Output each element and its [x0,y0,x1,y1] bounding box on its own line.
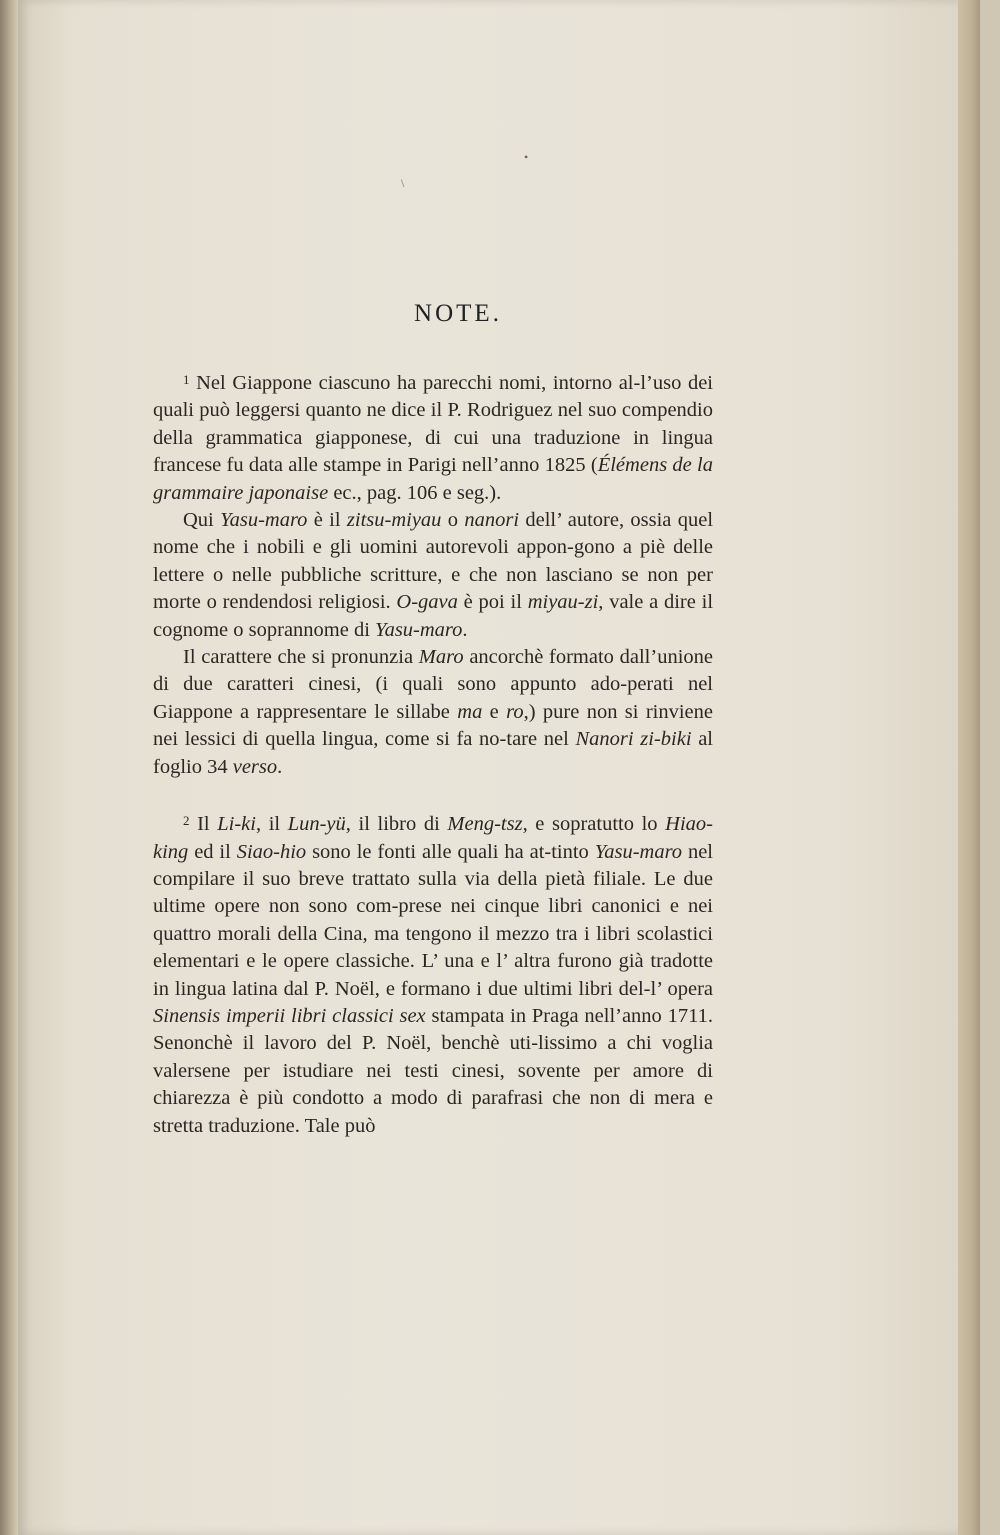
page-edge [958,0,980,1535]
book-page [18,0,980,1535]
note-2-paragraph: $^2$ Il Li-ki, il Lun-yü, il libro di Meng-tsz, e sopratutto lo Hiao-king ed il Siao-hio sono le fonti alle quali ha at-tinto Yasu-maro nel compilare il suo breve trattato sulla via della pietà filiale. Le due ultime opere non sono com-prese nei cinque libri canonici e nei quattro morali della Cina, ma tengono il mezzo tra i libri scolastici elementari e le opere classiche. L’ una e l’ altra furono già tradotte in lingua latina dal P. Noël, e formano i due ultimi libri del-l’ opera Sinensis imperii libri classici sex stampata in Praga nell’anno 1711. Senonchè il lavoro del P. Noël, benchè uti-lissimo a chi voglia valersene per istudiare nei testi cinesi, sovente per amore di chiarezza è più condotto a modo di parafrasi che non di mera e stretta traduzione. Tale può [153,813,713,1137]
page-title: NOTE. [414,300,502,327]
paper-speck: \ [401,176,405,190]
footnote-marker-2: 2 [183,813,190,829]
paper-speck: • [524,150,529,164]
note-1-paragraph-2: Qui Yasu-maro è il zitsu-miyau o nanori dell’ autore, ossia quel nome che i nobili e gli uomini autorevoli appon-gono a piè delle lettere o nelle pubbliche scritture, e che non lasciano se non per morte o rendendosi religiosi. O-gava è poi il miyau-zi, vale a dire il cognome o soprannome di Yasu-maro. [153,509,714,641]
note-1-paragraph-3: Il carattere che si pronunzia Maro ancorchè formato dall’unione di due caratteri cinesi, (i quali sono appunto ado-perati nel Giappone a rappresentare le sillabe ma e ro,) pure non si rinviene nei lessici di quella lingua, come si fa no-tare nel Nanori zi-biki al foglio 34 verso. [153,646,713,778]
footnote-marker-1: 1 [183,372,190,387]
note-1-paragraph-1: $^1$ Nel Giappone ciascuno ha parecchi nomi, intorno al-l’uso dei quali può leggersi quanto ne dice il P. Rodriguez nel suo compendio della grammatica giapponese, di cui una traduzione in lingua francese fu data alle stampe in Parigi nell’anno 1825 (Élémens de la grammaire japonaise ec., pag. 106 e seg.). [153,372,713,504]
notes-body [153,366,713,1140]
